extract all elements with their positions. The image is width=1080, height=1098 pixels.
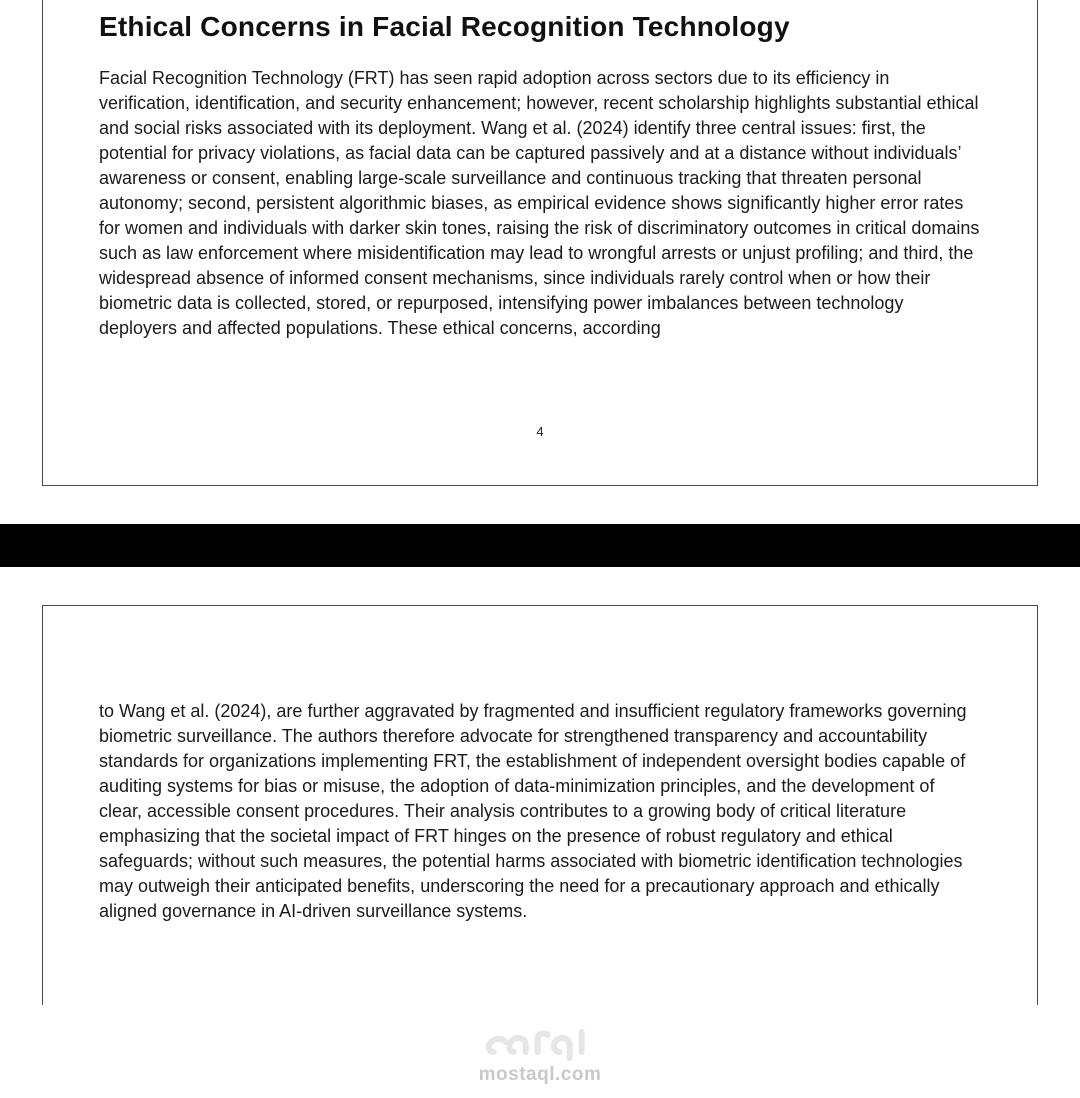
page-1-content xyxy=(43,0,1037,485)
page-2-paragraph: to Wang et al. (2024), are further aggravated by fragmented and insufficient regulatory frameworks governing biometric surveillance. The authors therefore advocate for strengthened transparency and accountability standards for organizations implementing FRT, the establishment of independent oversight bodies capable of auditing systems for bias or misuse, the adoption of data-minimization principles, and the development of clear, accessible consent procedures. Their analysis contributes to a growing body of critical literature emphasizing that the societal impact of FRT hinges on the presence of robust regulatory and ethical safeguards; without such measures, the potential harms associated with biometric identification technologies may outweigh their anticipated benefits, underscoring the need for a precautionary approach and ethically aligned governance in AI-driven surveillance systems. xyxy=(99,701,967,921)
page-1-paragraph: Facial Recognition Technology (FRT) has seen rapid adoption across sectors due to its efficiency in verification, identification, and security enhancement; however, recent scholarship highlights substantial ethical and social risks associated with its deployment. Wang et al. (2024) identify three central issues: first, the potential for privacy violations, as facial data can be captured passively and at a distance without individuals’ awareness or consent, enabling large-scale surveillance and continuous tracking that threaten personal autonomy; second, persistent algorithmic biases, as empirical evidence shows significantly higher error rates for women and individuals with darker skin tones, raising the risk of discriminatory outcomes in critical domains such as law enforcement where misidentification may lead to wrongful arrests or unjust profiling; and third, the widespread absence of informed consent mechanisms, since individuals rarely control when or how their biometric data is collected, stored, or repurposed, intensifying power imbalances between technology deployers and affected populations. These ethical concerns, according xyxy=(99,68,980,339)
document-title: Ethical Concerns in Facial Recognition Technology xyxy=(99,11,790,42)
page-gap-divider xyxy=(0,524,1080,567)
mostaql-logo-icon xyxy=(480,1024,600,1062)
document-page-1 xyxy=(42,0,1038,486)
watermark-label: mostaql.com xyxy=(478,1064,602,1085)
page-number: 4 xyxy=(536,424,544,439)
document-page-2 xyxy=(42,605,1038,1085)
watermark xyxy=(479,1024,602,1086)
page-2-content xyxy=(43,699,1037,1098)
